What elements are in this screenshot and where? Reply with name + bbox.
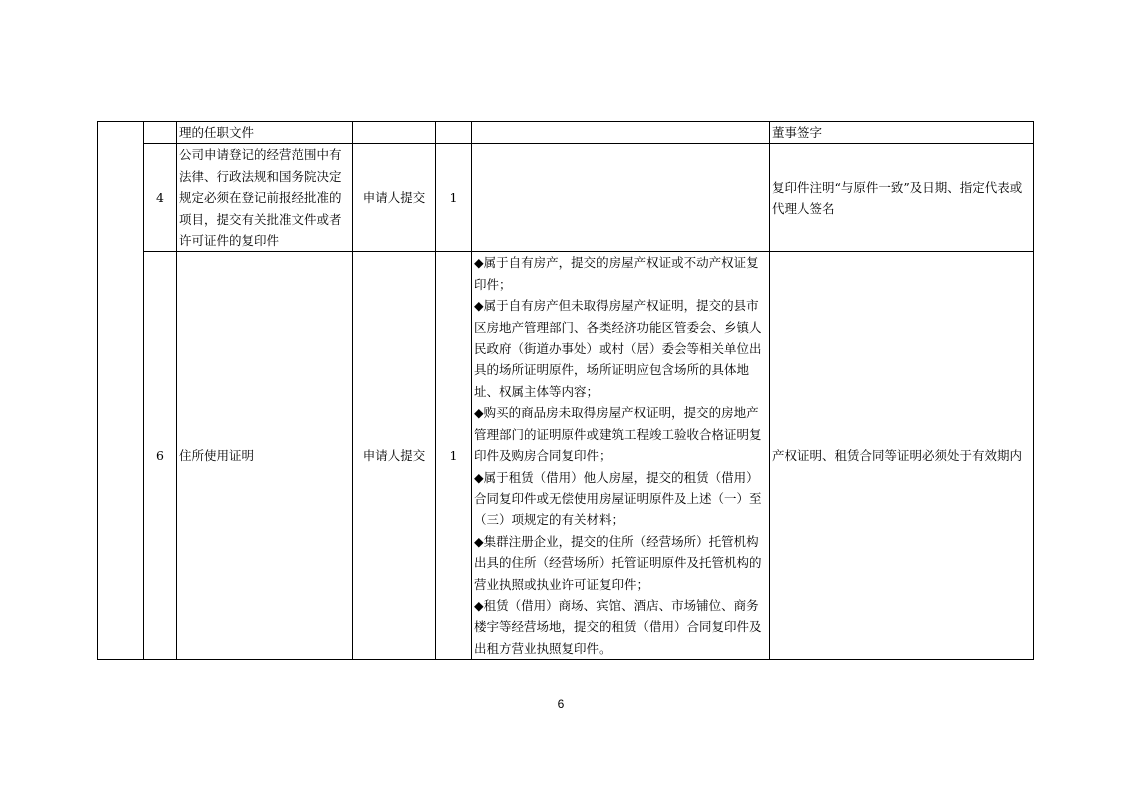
requirement-item: ◆租赁（借用）商场、宾馆、酒店、市场铺位、商务楼宇等经营场地，提交的租赁（借用）合同复印件及出租方营业执照复印件。 xyxy=(474,597,762,656)
material-name: 住所使用证明 xyxy=(177,252,353,660)
notes: 董事签字 xyxy=(770,122,1034,144)
submitter xyxy=(353,122,436,144)
submitter: 申请人提交 xyxy=(353,144,436,252)
quantity: 1 xyxy=(436,144,472,252)
requirements-cell xyxy=(472,252,770,660)
row-number: 4 xyxy=(144,144,177,252)
page-number: 6 xyxy=(557,697,565,711)
requirement-item: ◆属于租赁（借用）他人房屋，提交的租赁（借用）合同复印件或无偿使用房屋证明原件及上述（一）至（三）项规定的有关材料； xyxy=(474,469,762,528)
requirement-item: ◆购买的商品房未取得房屋产权证明，提交的房地产管理部门的证明原件或建筑工程竣工验收合格证明复印件及购房合同复印件； xyxy=(474,405,762,464)
requirement-item: ◆属于自有房产，提交的房屋产权证或不动产权证复印件； xyxy=(474,255,759,292)
row-number: 6 xyxy=(144,252,177,660)
table-row xyxy=(98,144,1034,252)
requirements-cell xyxy=(472,122,770,144)
row-number xyxy=(144,122,177,144)
material-name: 公司申请登记的经营范围中有法律、行政法规和国务院决定规定必须在登记前报经批准的项目，提交有关批准文件或者许可证件的复印件 xyxy=(177,144,353,252)
material-name: 理的任职文件 xyxy=(177,122,353,144)
quantity: 1 xyxy=(436,252,472,660)
requirement-item: ◆属于自有房产但未取得房屋产权证明，提交的县市区房地产管理部门、各类经济功能区管委会、乡镇人民政府（街道办事处）或村（居）委会等相关单位出具的场所证明原件，场所证明应包含场所的具体地址、权属主体等内容； xyxy=(474,298,762,399)
notes: 复印件注明“与原件一致”及日期、指定代表或代理人签名 xyxy=(770,144,1034,252)
table-row xyxy=(98,122,1034,144)
merged-left-cell xyxy=(98,122,144,660)
notes: 产权证明、租赁合同等证明必须处于有效期内 xyxy=(770,252,1034,660)
quantity xyxy=(436,122,472,144)
materials-table xyxy=(97,121,1034,660)
requirement-item: ◆集群注册企业，提交的住所（经营场所）托管机构出具的住所（经营场所）托管证明原件及托管机构的营业执照或执业许可证复印件； xyxy=(474,533,762,592)
requirements-cell xyxy=(472,144,770,252)
submitter: 申请人提交 xyxy=(353,252,436,660)
table-row xyxy=(98,252,1034,660)
